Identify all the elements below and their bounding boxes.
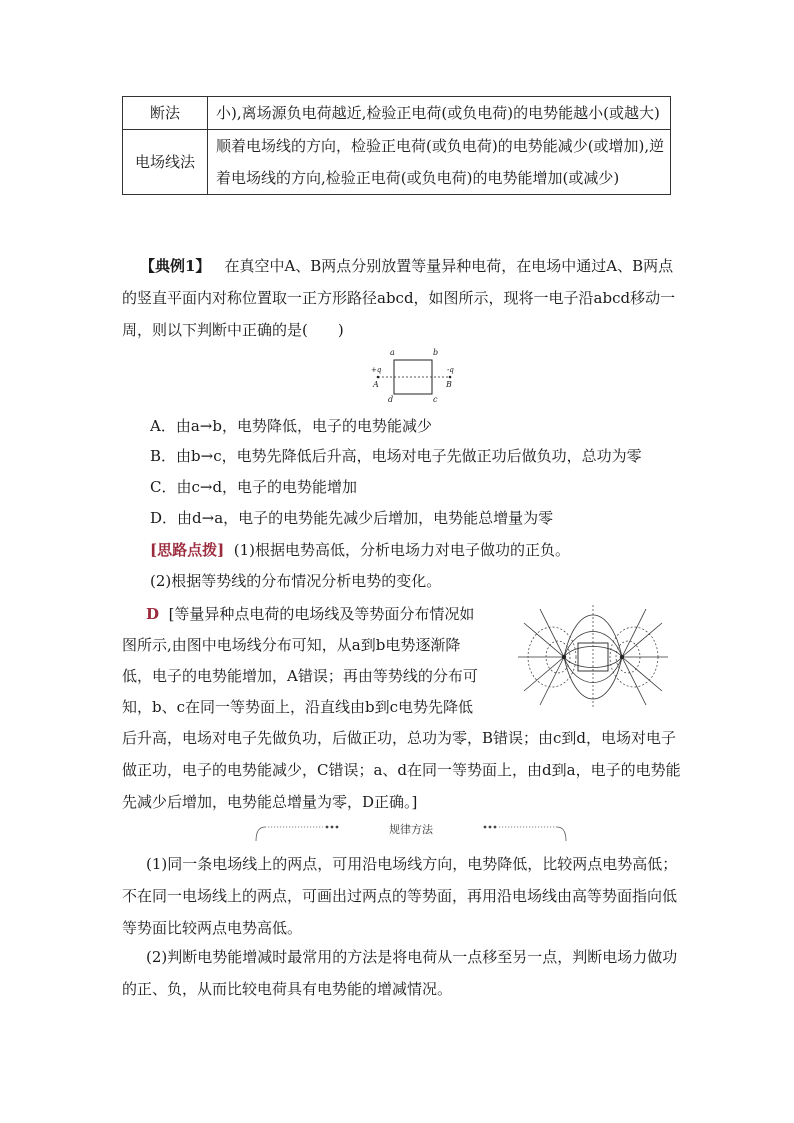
label-plus-q: +q (371, 366, 382, 374)
field-lines-figure (514, 603, 672, 711)
table-row (123, 130, 671, 195)
negative-charge-dot (620, 655, 624, 659)
answer-line-3: 低，电子的电势能增加，A错误；再由等势线的分布可 (122, 667, 478, 685)
methods-table (122, 96, 671, 195)
method-desc-cell: 小),离场源负电荷越近,检验正电荷(或负电荷)的电势能越小(或越大) (208, 97, 671, 130)
field-line (540, 657, 564, 705)
rule-1: (1)同一条电场线上的两点，可用沿电场线方向，电势降低，比较两点电势高低；不在同一电场线上的两点，可画出过两点的等势面，再用沿电场线由高等势面指向低等势面比较两点电势高低。 (122, 855, 678, 937)
method-name-cell: 电场线法 (123, 130, 208, 195)
option-d: D．由d→a，电子的电势能先减少后增加，电势能总增量为零 (150, 509, 554, 527)
charge-a-dot (377, 376, 380, 379)
answer-letter: D (146, 605, 160, 623)
field-line (622, 609, 646, 657)
answer-line-2: 图所示,由图中电场线分布可知，从a到b电势逐渐降 (122, 636, 461, 654)
hint-line-1 (150, 535, 570, 565)
method-desc-cell: 顺着电场线的方向，检验正电荷(或负电荷)的电势能减少(或增加),逆着电场线的方向,检验正电荷(或负电荷)的电势能增加(或减少) (208, 130, 671, 195)
method-name-cell: 断法 (123, 97, 208, 130)
label-d: d (388, 395, 394, 404)
label-a: a (390, 348, 395, 357)
field-line (540, 609, 564, 657)
label-B: B (446, 380, 452, 389)
method-banner (255, 823, 567, 843)
answer-line-1 (146, 599, 474, 629)
label-b: b (433, 348, 439, 357)
label-A: A (373, 380, 379, 389)
label-c: c (433, 395, 438, 404)
example-tag: 【典例1】 (140, 257, 211, 275)
hint-tag: [思路点拨] (150, 541, 225, 559)
rule-2: (2)判断电势能增减时最常用的方法是将电荷从一点移至另一点，判断电场力做功的正、负，从而比较电荷具有电势能的增减情况。 (122, 948, 678, 998)
label-minus-q: -q (447, 366, 454, 374)
square-path-figure (362, 345, 462, 405)
option-b: B．由b→c，电势先降低后升高，电场对电子先做正功后做负功，总功为零 (150, 447, 642, 465)
example-question (122, 250, 682, 346)
answer-text-1: [等量异种点电荷的电场线及等势面分布情况如 (168, 605, 475, 623)
hint-line-2: (2)根据等势线的分布情况分析电势的变化。 (150, 572, 442, 590)
positive-charge-dot (562, 655, 566, 659)
field-line (564, 647, 622, 658)
method-banner-title: 规律方法 (389, 823, 433, 836)
answer-rest: 后升高，电场对电子先做负功，后做正功，总功为零，B错误；由c到d，电场对电子做正功，电子的电势能减少，C错误；a、d在同一等势面上，由d到a，电子的电势能先减少后增加，电势能总增量为零，D正确。] (122, 729, 681, 811)
option-a: A．由a→b，电势降低，电子的电势能减少 (150, 417, 432, 435)
hint-text-1: (1)根据电势高低，分析电场力对电子做功的正负。 (233, 541, 570, 559)
charge-b-dot (449, 376, 452, 379)
field-line (622, 657, 646, 705)
option-c: C．由c→d，电子的电势能增加 (150, 478, 358, 496)
table-row (123, 97, 671, 130)
example-question-text: 在真空中A、B两点分别放置等量异种电荷，在电场中通过A、B两点的竖直平面内对称位置取一正方形路径abcd，如图所示，现将一电子沿abcd移动一周，则以下判断中正确的是( ) (122, 257, 676, 339)
answer-line-4: 知，b、c在同一等势面上，沿直线由b到c电势先降低 (122, 698, 474, 716)
